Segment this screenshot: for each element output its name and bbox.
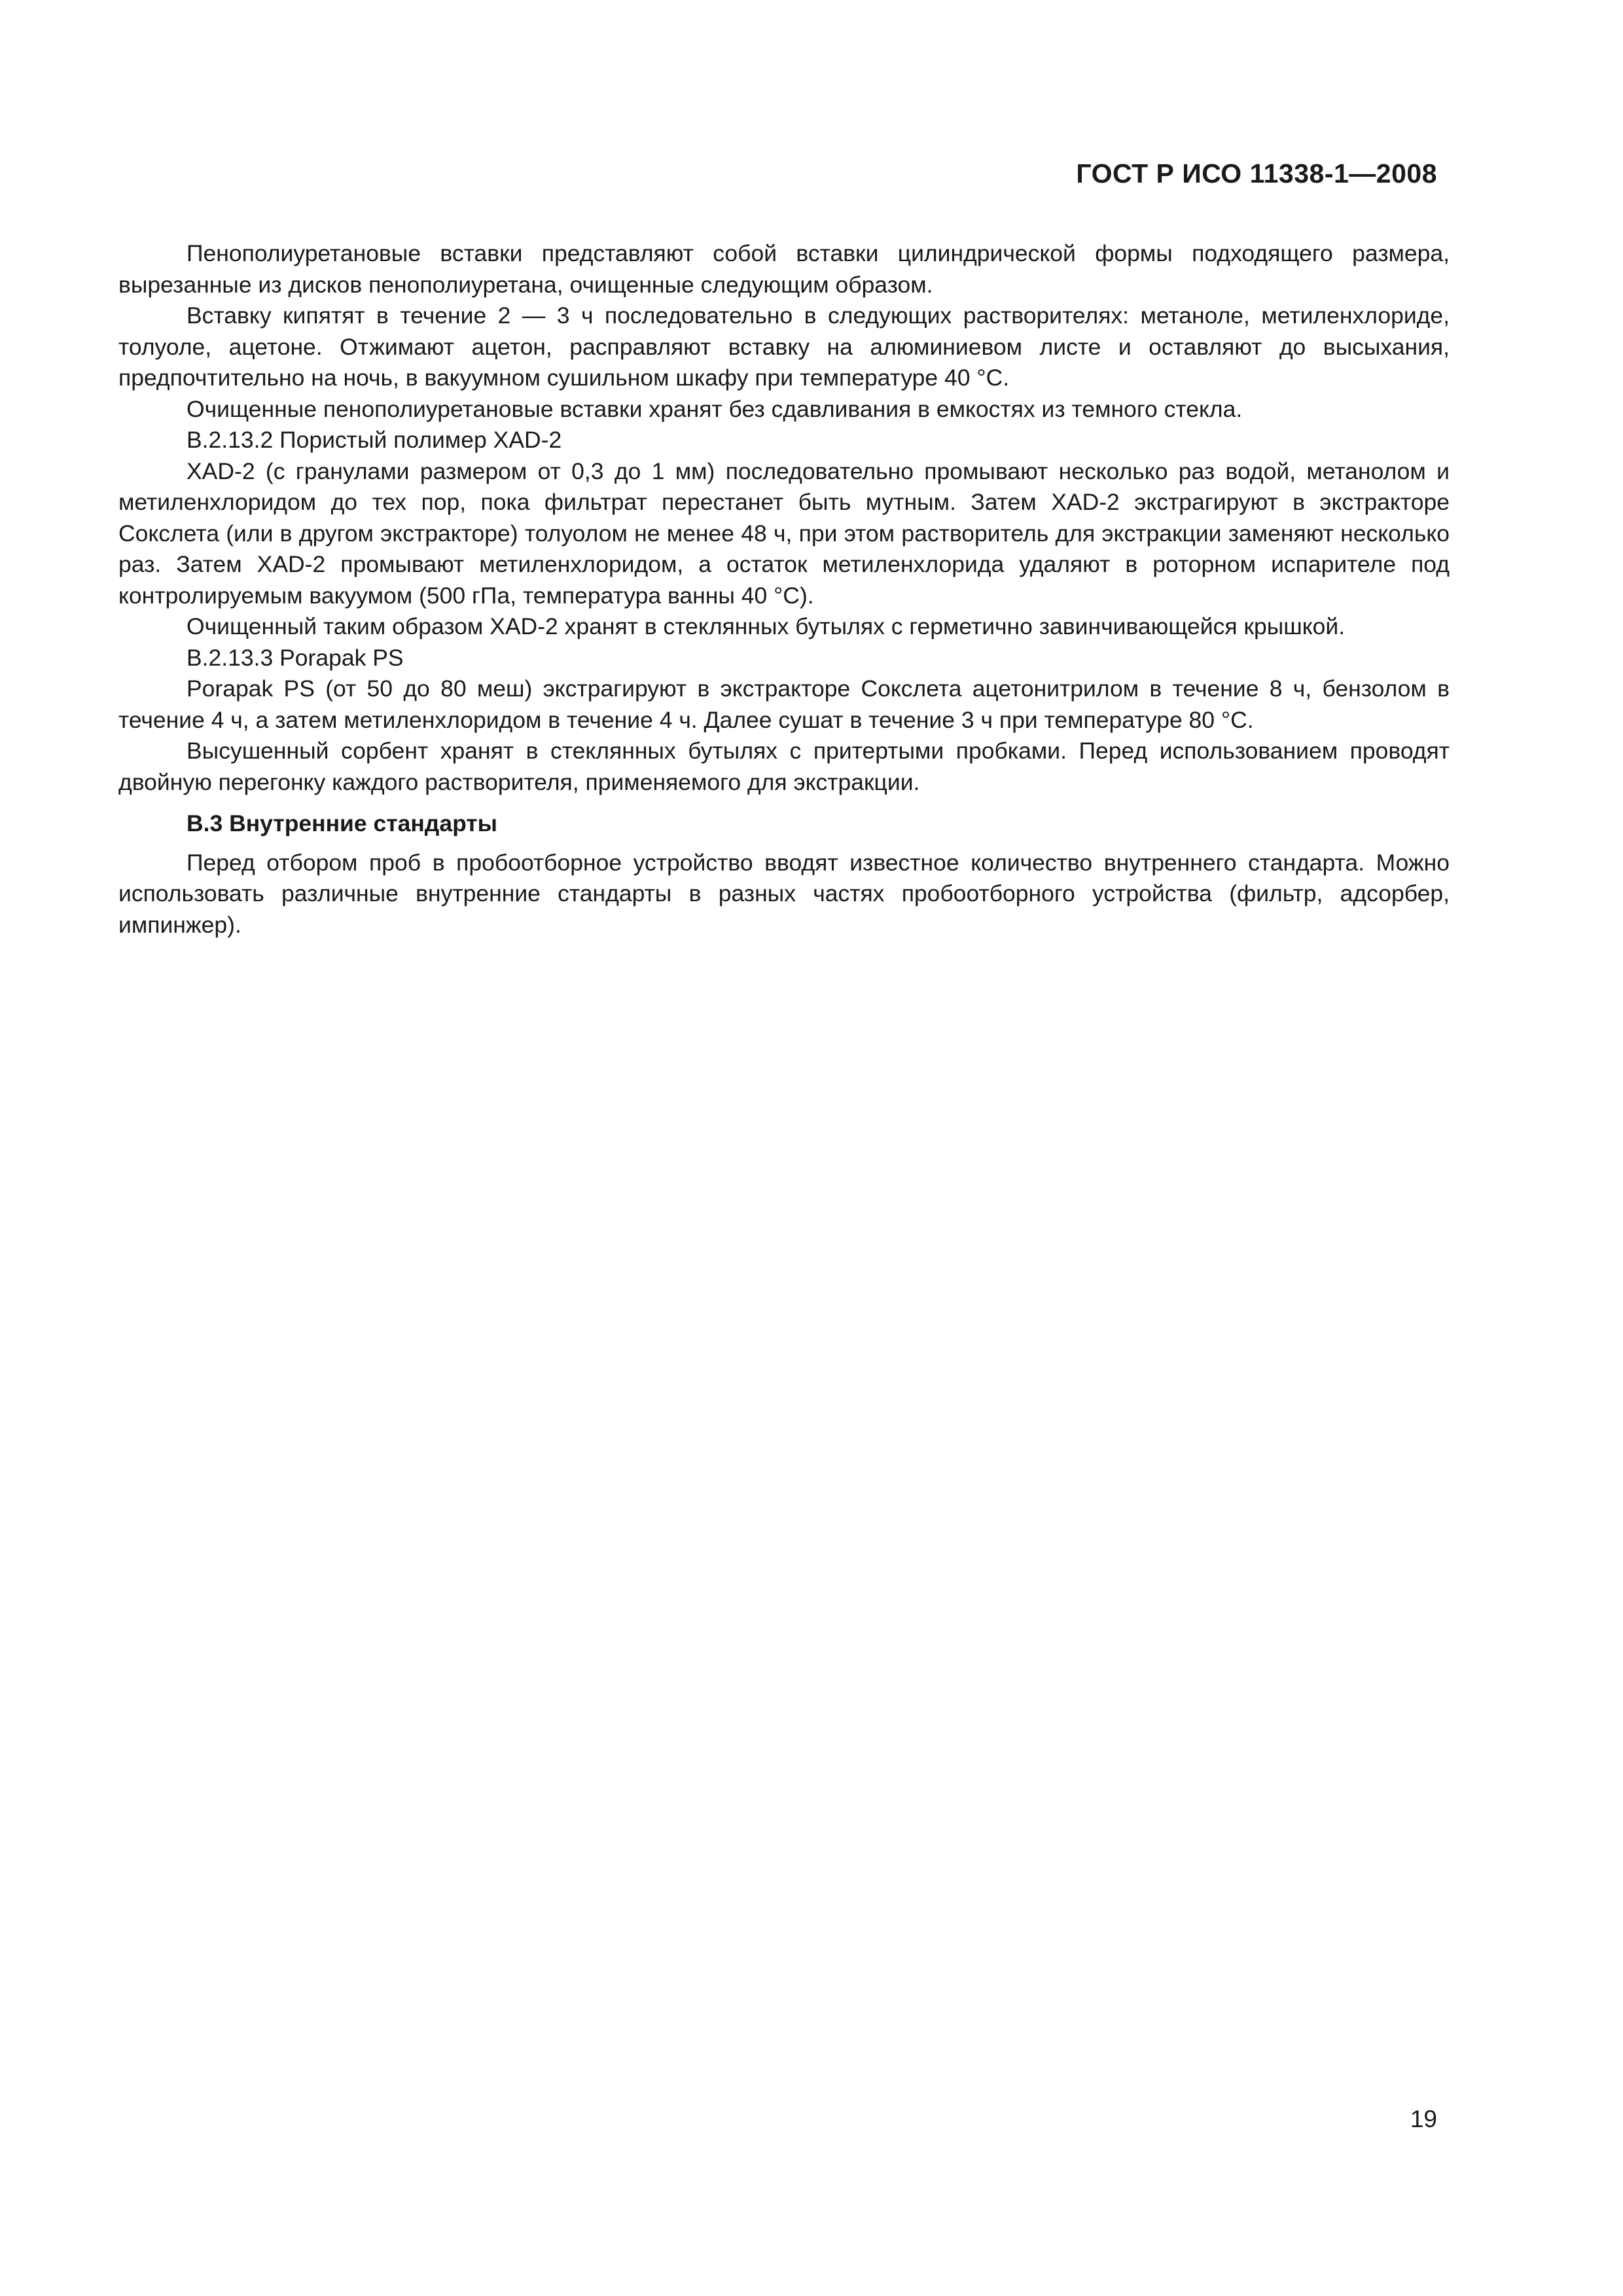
paragraph-foam-inserts-boiling: Вставку кипятят в течение 2 — 3 ч последовательно в следующих растворителях: метаноле, метиленхлориде, толуоле, ацетоне. Отжимают ацетон, расправляют вставку на алюминиевом листе и оставляют до высыхания, предпочтительно на ночь, в вакуумном сушильном шкафу при температуре 40 °С. [118, 302, 1450, 391]
subsection-title-porapak: В.2.13.3 Porapak PS [187, 644, 404, 671]
paragraph-xad2-cleaning: XAD-2 (с гранулами размером от 0,3 до 1 мм) последовательно промывают несколько раз водой, метанолом и метиленхлоридом до тех пор, пока фильтрат перестанет быть мутным. Затем XAD-2 экстрагируют в экстракторе Сокслета (или в другом экстракторе) толуолом не менее 48 ч, при этом растворитель для экстракции заменяют несколько раз. Затем XAD-2 промывают метиленхлоридом, а остаток метиленхлорида удаляют в роторном испарителе под контролируемым вакуумом (500 гПа, температура ванны 40 °С). [118, 457, 1450, 609]
paragraph-foam-inserts-description: Пенополиуретановые вставки представляют собой вставки цилиндрической формы подходящего размера, вырезанные из дисков пенополиуретана, очищенные следующим образом. [118, 240, 1450, 298]
document-header-standard-id: ГОСТ Р ИСО 11338-1—2008 [1076, 158, 1437, 188]
page-number: 19 [1410, 2106, 1437, 2132]
paragraph-porapak-extraction: Porapak PS (от 50 до 80 меш) экстрагируют в экстракторе Сокслета ацетонитрилом в течение 8 ч, бензолом в течение 4 ч, а затем метиленхлоридом в течение 4 ч. Далее сушат в течение 3 ч при температуре 80 °С. [118, 675, 1450, 733]
paragraph-sorbent-storage: Высушенный сорбент хранят в стеклянных бутылях с притертыми пробками. Перед использованием проводят двойную перегонку каждого растворителя, применяемого для экстракции. [118, 738, 1450, 795]
paragraph-internal-standards: Перед отбором проб в пробоотборное устройство вводят известное количество внутреннего стандарта. Можно использовать различные внутренние стандарты в разных частях пробоотборного устройства (фильтр, адсорбер, импинжер). [118, 849, 1450, 938]
document-body [118, 238, 1450, 941]
paragraph-xad2-storage: Очищенный таким образом XAD-2 хранят в стеклянных бутылях с герметично завинчивающейся крышкой. [187, 613, 1346, 639]
subsection-title-xad2: В.2.13.2 Пористый полимер XAD-2 [187, 427, 562, 453]
section-heading-internal-standards: В.3 Внутренние стандарты [187, 810, 498, 836]
paragraph-foam-inserts-storage: Очищенные пенополиуретановые вставки хранят без сдавливания в емкостях из темного стекла. [187, 395, 1243, 422]
